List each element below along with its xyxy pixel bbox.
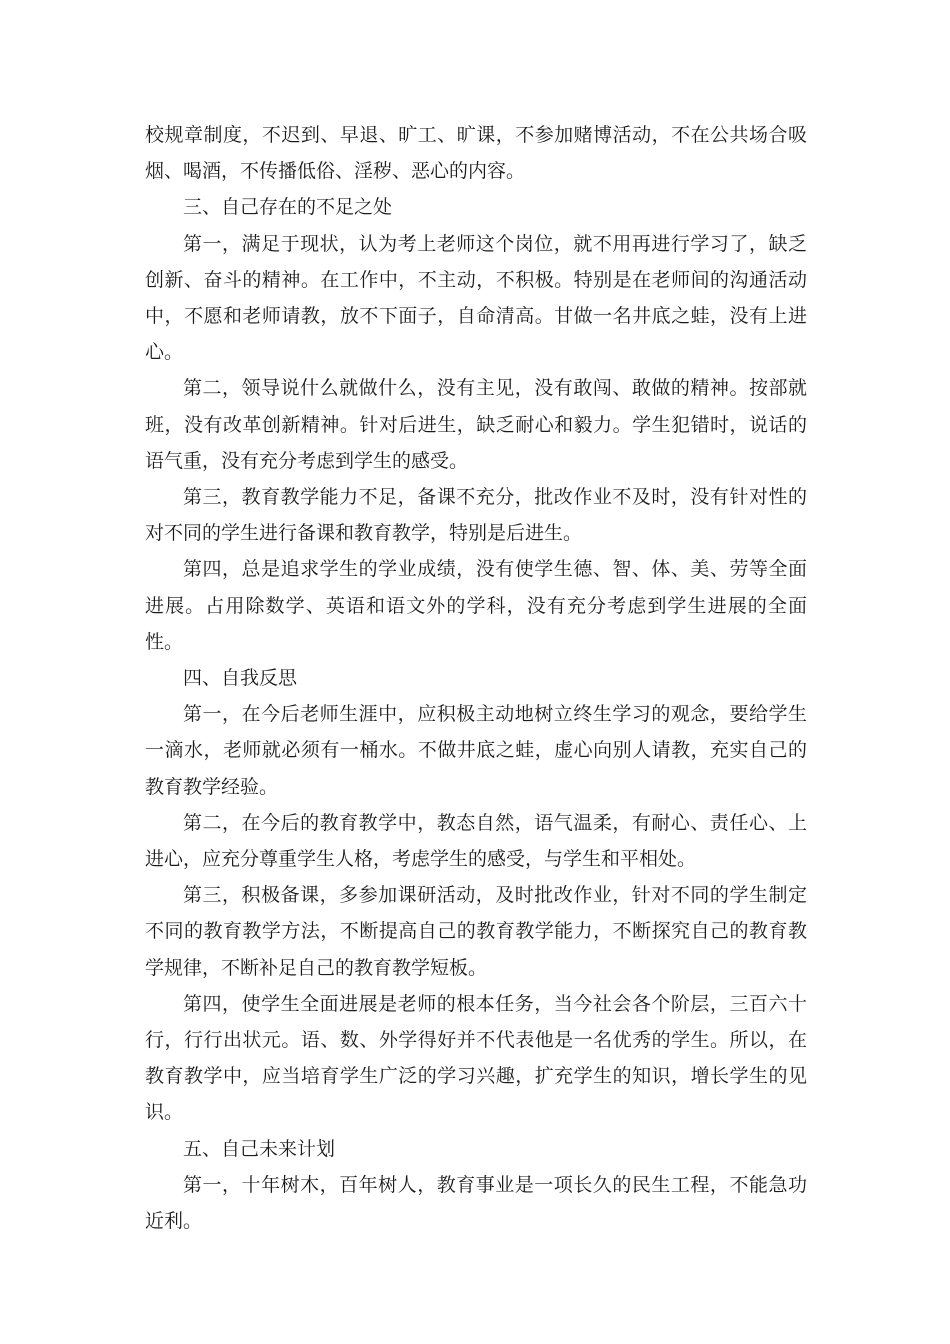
paragraph-plan-1: 第一，十年树木，百年树人，教育事业是一项长久的民生工程，不能急功近利。 xyxy=(145,1173,807,1233)
section-heading-shortcomings: 三、自己存在的不足之处 xyxy=(183,196,393,219)
paragraph-reflection-3: 第三，积极备课，多参加课研活动，及时批改作业，针对不同的学生制定不同的教育教学方法，不断提高自己的教育教学能力，不断探究自己的教育教学规律，不断补足自己的教育教学短板。 xyxy=(145,884,807,979)
paragraph-shortcoming-3: 第三，教育教学能力不足，备课不充分，批改作业不及时，没有针对性的对不同的学生进行备课和教育教学，特别是后进生。 xyxy=(145,486,807,545)
paragraph-reflection-1: 第一，在今后老师生涯中，应积极主动地树立终生学习的观念，要给学生一滴水，老师就必须有一桶水。不做井底之蛙，虚心向别人请教，充实自己的教育教学经验。 xyxy=(145,703,807,798)
document-body xyxy=(145,117,807,1239)
section-heading-reflection: 四、自我反思 xyxy=(183,667,298,690)
paragraph-shortcoming-4: 第四，总是追求学生的学业成绩，没有使学生德、智、体、美、劳等全面进展。占用除数学、英语和语文外的学科，没有充分考虑到学生进展的全面性。 xyxy=(145,558,807,653)
paragraph-continuation: 校规章制度，不迟到、早退、旷工、旷课，不参加赌博活动，不在公共场合吸烟、喝酒，不传播低俗、淫秽、恶心的内容。 xyxy=(145,124,807,183)
paragraph-reflection-4: 第四，使学生全面进展是老师的根本任务，当今社会各个阶层，三百六十行，行行出状元。语、数、外学得好并不代表他是一名优秀的学生。所以，在教育教学中，应当培育学生广泛的学习兴趣，扩充学生的知识，增长学生的见识。 xyxy=(145,992,807,1124)
paragraph-shortcoming-1: 第一，满足于现状，认为考上老师这个岗位，就不用再进行学习了，缺乏创新、奋斗的精神。在工作中，不主动，不积极。特别是在老师间的沟通活动中，不愿和老师请教，放不下面子，自命清高。甘做一名井底之蛙，没有上进心。 xyxy=(145,232,807,364)
paragraph-shortcoming-2: 第二，领导说什么就做什么，没有主见，没有敢闯、敢做的精神。按部就班，没有改革创新精神。针对后进生，缺乏耐心和毅力。学生犯错时，说话的语气重，没有充分考虑到学生的感受。 xyxy=(145,377,807,472)
paragraph-reflection-2: 第二，在今后的教育教学中，教态自然，语气温柔，有耐心、责任心、上进心，应充分尊重学生人格，考虑学生的感受，与学生和平相处。 xyxy=(145,811,807,871)
section-heading-future-plan: 五、自己未来计划 xyxy=(183,1137,336,1160)
